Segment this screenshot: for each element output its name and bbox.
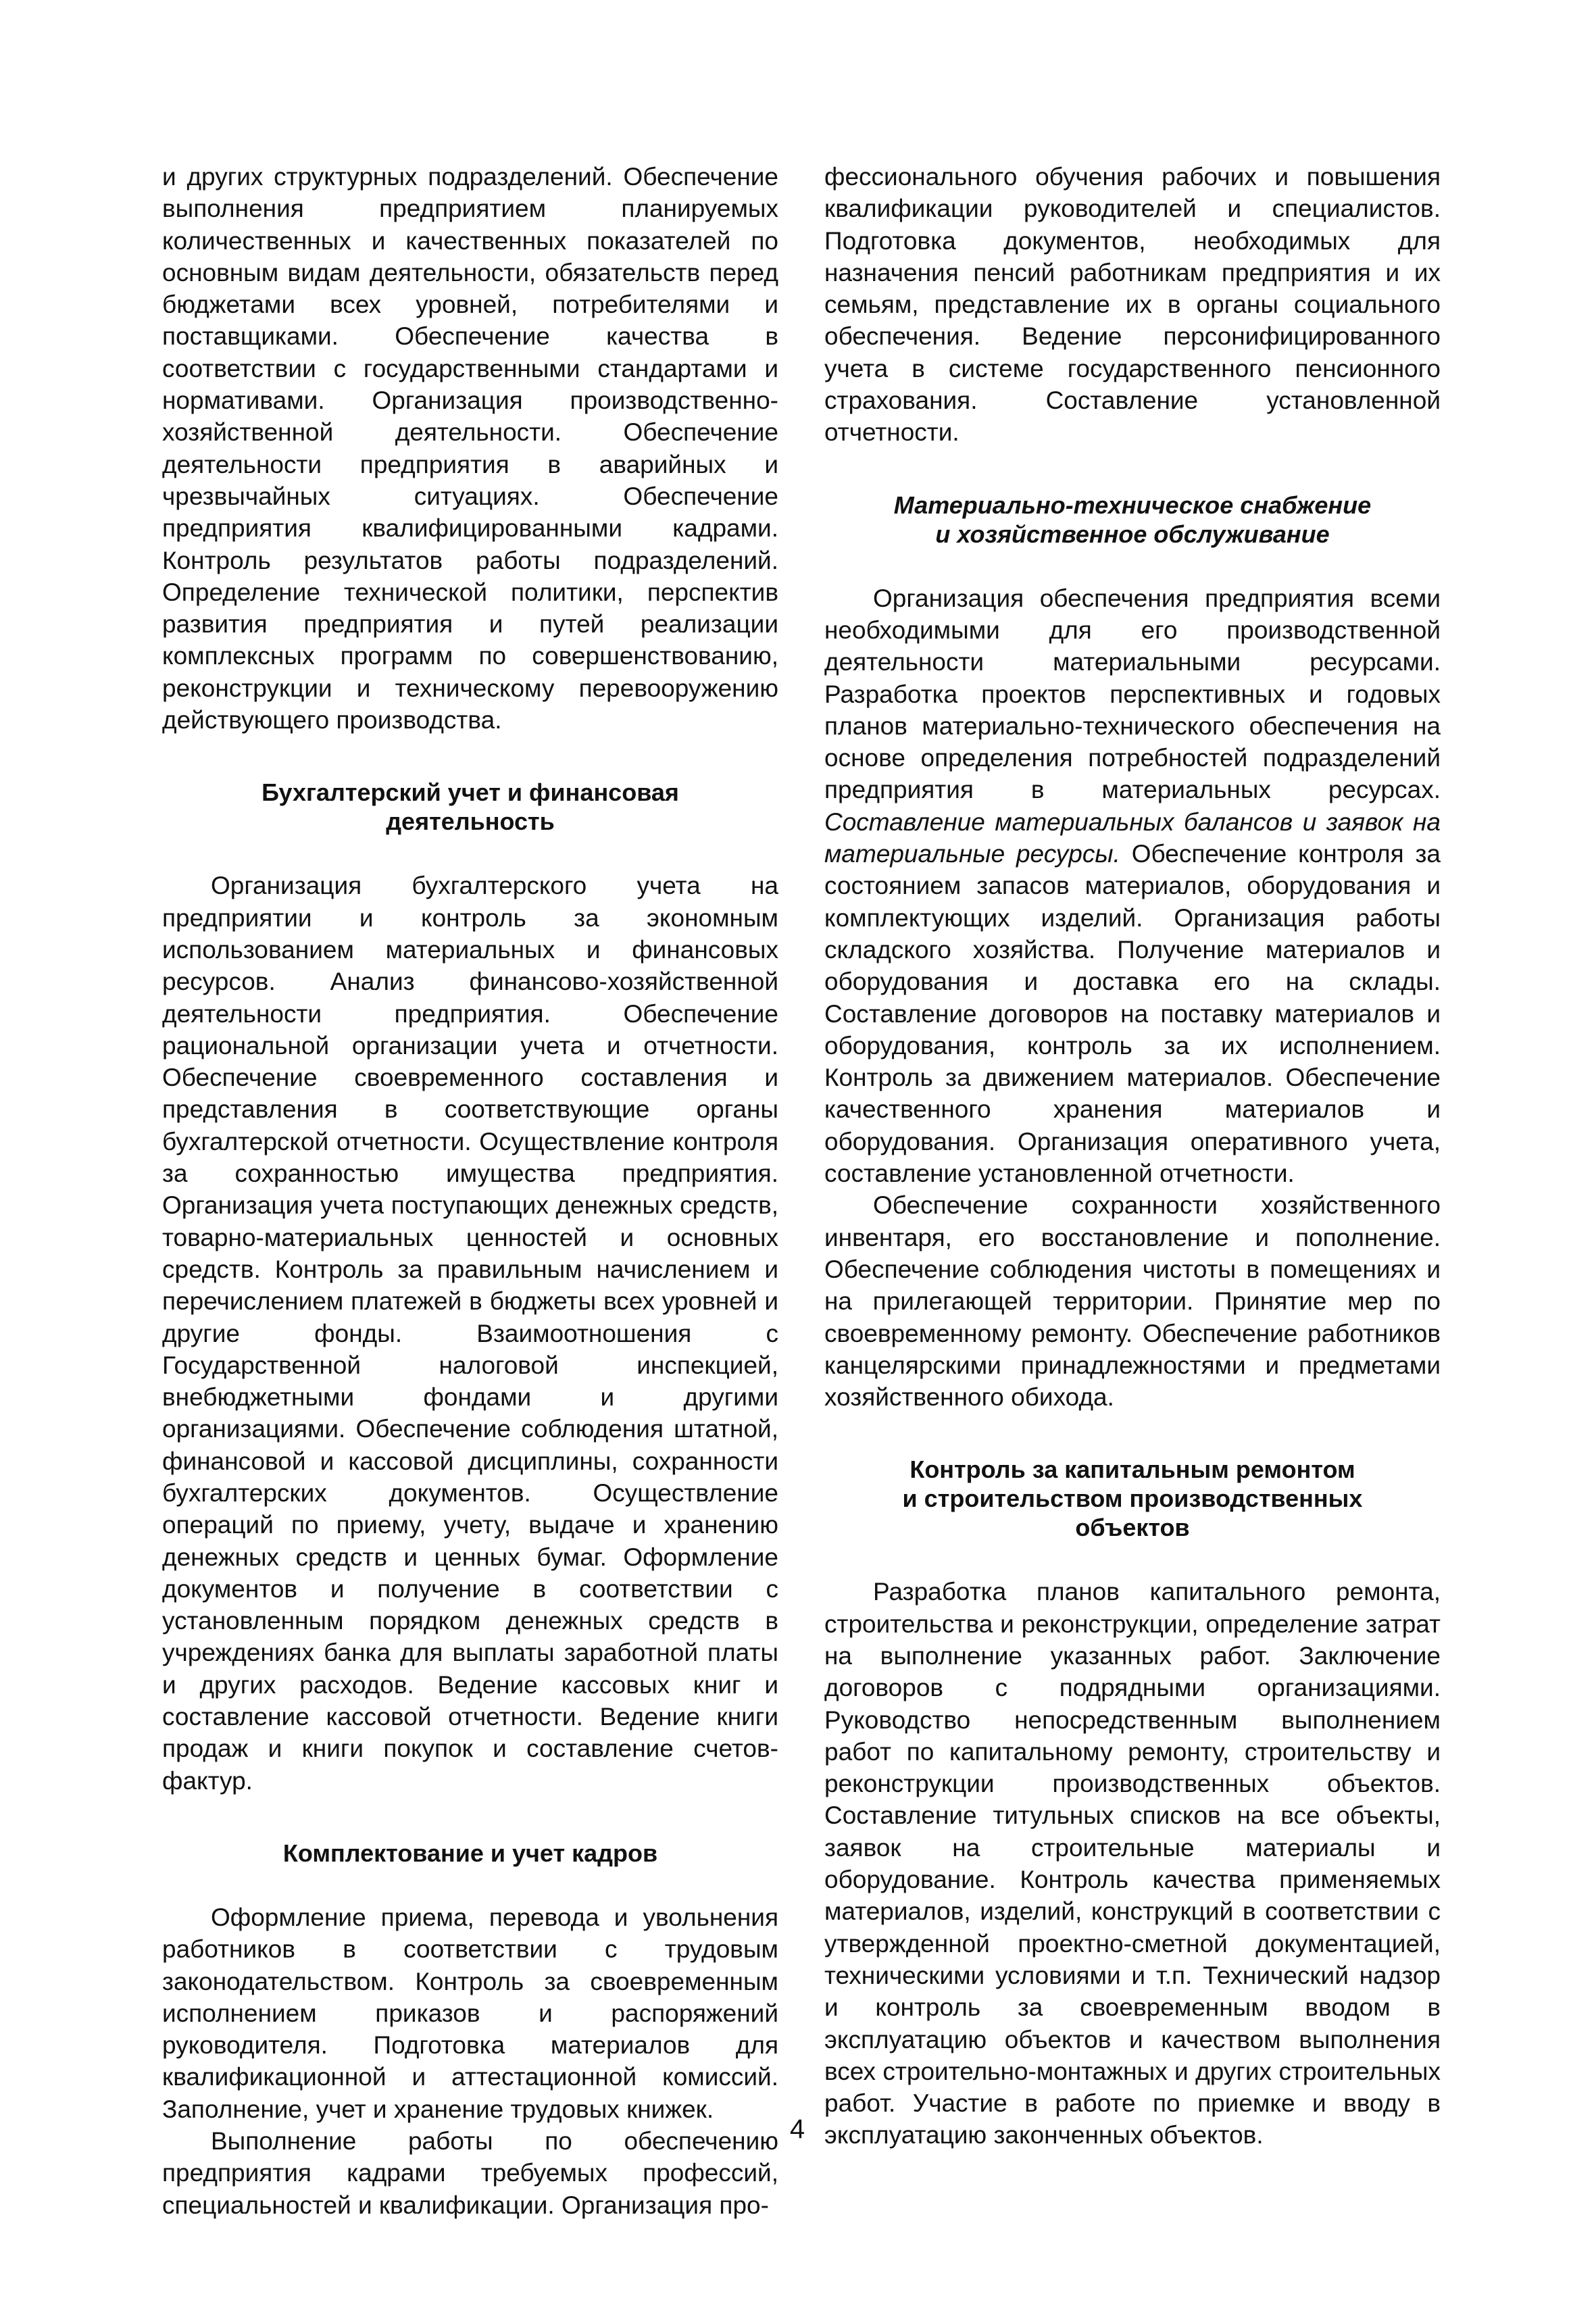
right-paragraph-construction: Разработка планов капитального ремонта, строительства и реконструкции, определение затрат на выполнение указанных работ. Заключение договоров с подрядными организациями. Руководство непосредственным выполнением работ по капитальному ремонту, строительству и реконструкции производственных объектов. Составление титульных списков на все объекты, заявок на строительные материалы и оборудование. Контроль качества применяемых материалов, изделий, конструкций в соответствии с утвержденной проектно-сметной документацией, техническими условиями и т.п. Технический надзор и контроль за своевременным вводом в эксплуатацию объектов и качеством выполнения всех строительно-монтажных и других строительных работ. Участие в работе по приемке и вводу в эксплуатацию законченных объектов. — [824, 1578, 1441, 2149]
left-paragraph-accounting: Организация бухгалтерского учета на предприятии и контроль за экономным использованием материальных и финансовых ресурсов. Анализ финансово-хозяйственной деятельности предприятия. Обеспечение рациональной организации учета и отчетности. Обеспечение своевременного составления и представления в соответствующие органы бухгалтерской отчетности. Осуществление контроля за сохранностью имущества предприятия. Организация учета поступающих денежных средств, товарно-материальных ценностей и основных средств. Контроль за правильным начислением и перечислением платежей в бюджеты всех уровней и другие фонды. Взаимоотношения с Государственной налоговой инспекцией, внебюджетными фондами и другими организациями. Обеспечение соблюдения штатной, финансовой и кассовой дисциплины, сохранности бухгалтерских документов. Осуществление операций по приему, учету, выдаче и хранению денежных средств и ценных бумаг. Оформление документов и получение в соответствии с установленным порядком денежных средств в учреждениях банка для выплаты заработной платы и других расходов. Ведение кассовых книг и составление кассовой отчетности. Ведение книги продаж и книги покупок и составление счетов-фактур. — [162, 872, 778, 1795]
right-paragraph-inventory: Обеспечение сохранности хозяйственного инвентаря, его восстановление и пополнение. Обеспечение соблюдения чистоты в помещениях и на прилегающей территории. Принятие мер по своевременному ремонту. Обеспечение работников канцелярскими принадлежностями и предметами хозяйственного обихода. — [824, 1191, 1441, 1412]
heading-supply — [824, 491, 1441, 549]
page-number: 4 — [789, 2114, 805, 2144]
heading-construction-line-1: Контроль за капитальным ремонтом — [909, 1455, 1355, 1484]
right-column — [824, 161, 1441, 2151]
heading-construction — [824, 1455, 1441, 1542]
supply-text-end: Обеспечение контроля за состоянием запасов материалов, оборудования и комплектующих изделий. Организация работы складского хозяйства. Получение материалов и оборудования и доставка его на склады. Составление договоров на поставку материалов и оборудования, контроль за их исполнением. Контроль за движением материалов. Обеспечение качественного хранения материалов и оборудования. Организация оперативного учета, составление установленной отчетности. — [824, 840, 1441, 1188]
heading-construction-line-2: и строительством производственных — [902, 1485, 1363, 1513]
left-paragraph-personnel-2: Выполнение работы по обеспечению предприятия кадрами требуемых профессий, специальностей и квалификации. Организация про- — [162, 2127, 778, 2219]
heading-personnel-line-1: Комплектование и учет кадров — [282, 1839, 658, 1867]
left-paragraph-personnel-1: Оформление приема, перевода и увольнения работников в соответствии с трудовым законодательством. Контроль за своевременным исполнением приказов и распоряжений руководителя. Подготовка материалов для квалификационной и аттестационной комиссий. Заполнение, учет и хранение трудовых книжек. — [162, 1903, 778, 2123]
left-paragraph-1: и других структурных подразделений. Обеспечение выполнения предприятием планируемых количественных и качественных показателей по основным видам деятельности, обязательств перед бюджетами всех уровней, потребителями и поставщиками. Обеспечение качества в соответствии с государственными стандартами и нормативами. Организация производственно-хозяйственной деятельности. Обеспечение деятельности предприятия в аварийных и чрезвычайных ситуациях. Обеспечение предприятия квалифицированными кадрами. Контроль результатов работы подразделений. Определение технической политики, перспектив развития предприятия и путей реализации комплексных программ по совершенствованию, реконструкции и техническому перевооружению действующего производства. — [162, 163, 778, 735]
spacer — [162, 1868, 778, 1901]
right-paragraph-supply — [824, 582, 1441, 1190]
spacer — [824, 1542, 1441, 1576]
spacer — [824, 1413, 1441, 1455]
heading-supply-line-2: и хозяйственное обслуживание — [935, 520, 1330, 548]
right-paragraph-1: фессионального обучения рабочих и повышения квалификации руководителей и специалистов. Подготовка документов, необходимых для назначения пенсий работникам предприятия и их семьям, представление их в органы социального обеспечения. Ведение персонифицированного учета в системе государственного пенсионного страхования. Составление установленной отчетности. — [824, 163, 1441, 447]
heading-personnel — [162, 1839, 778, 1868]
spacer — [162, 1797, 778, 1839]
heading-accounting-line-1: Бухгалтерский учет и финансовая — [261, 778, 679, 807]
supply-text-start: Организация обеспечения предприятия всеми необходимыми для его производственной деятельности материальными ресурсами. Разработка проектов перспективных и годовых планов материально-технического обеспечения на основе определения потребностей подразделений предприятия в материальных ресурсах. — [824, 584, 1441, 804]
heading-supply-line-1: Материально-техническое снабжение — [893, 491, 1372, 519]
heading-construction-line-3: объектов — [1075, 1514, 1190, 1542]
spacer — [824, 449, 1441, 491]
spacer — [824, 549, 1441, 582]
spacer — [162, 736, 778, 778]
heading-accounting — [162, 778, 778, 836]
supply-text-italic: Составление материальных балансов и заявок на материальные ресурсы. — [824, 807, 1441, 868]
spacer — [162, 836, 778, 870]
left-column — [162, 161, 778, 2221]
heading-accounting-line-2: деятельность — [386, 807, 555, 836]
